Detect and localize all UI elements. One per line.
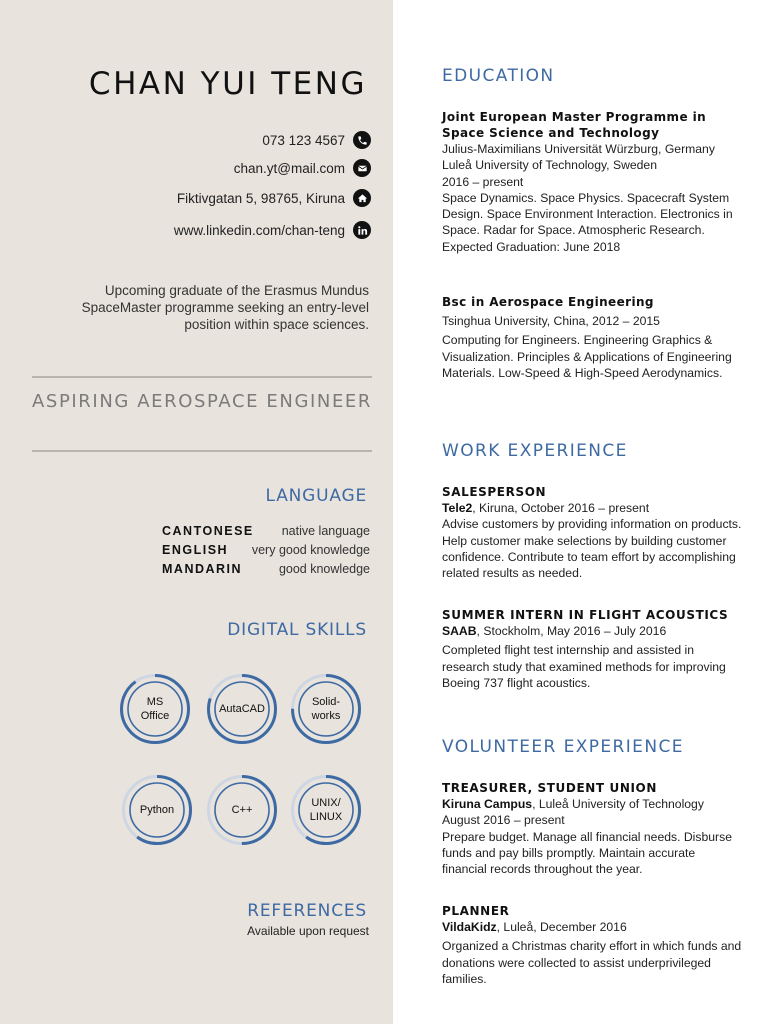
email-text[interactable]: chan.yt@mail.com: [233, 160, 345, 176]
volunteer-heading: VOLUNTEER EXPERIENCE: [442, 737, 684, 757]
volunteer-description: Prepare budget. Manage all financial needs. Disburse funds and pay bills promptly. Maintain accurate financial records throughout the year.: [442, 829, 732, 877]
work-title: SUMMER INTERN IN FLIGHT ACOUSTICS: [442, 608, 729, 622]
volunteer-org: VildaKidz: [442, 920, 497, 934]
skill-badge: [121, 774, 193, 846]
volunteer-title: TREASURER, STUDENT UNION: [442, 781, 657, 795]
language-name: MANDARIN: [162, 562, 243, 576]
education-title: Joint European Master Programme in Space Science and Technology: [442, 110, 707, 140]
volunteer-entry: [442, 903, 742, 987]
education-heading: EDUCATION: [442, 66, 555, 86]
skill-label: C++: [231, 804, 253, 816]
language-item: [162, 543, 370, 557]
skill-badge: [290, 673, 362, 745]
profile-summary: Upcoming graduate of the Erasmus Mundus SpaceMaster programme seeking an entry-level position within space sciences.: [81, 283, 369, 332]
work-entry: [442, 607, 742, 691]
language-item: [162, 524, 370, 538]
skill-label: AutaCAD: [219, 703, 265, 715]
work-description: Completed flight test internship and assisted in research study that examined methods for improving Boeing 737 flight acoustics.: [442, 643, 726, 690]
references-note: Available upon request: [247, 924, 369, 938]
volunteer-org: Kiruna Campus: [442, 797, 533, 811]
education-title: Bsc in Aerospace Engineering: [442, 295, 654, 309]
linkedin-icon: [353, 221, 371, 239]
language-name: CANTONESE: [162, 524, 254, 538]
mail-icon: [353, 159, 371, 177]
work-detail: , Stockholm, May 2016 – July 2016: [476, 624, 667, 638]
contact-address: [71, 189, 371, 207]
phone-text: 073 123 4567: [262, 132, 345, 148]
linkedin-text[interactable]: www.linkedin.com/chan-teng: [173, 222, 345, 238]
volunteer-detail: , Luleå, December 2016: [496, 920, 627, 934]
skill-label: Solid-works: [311, 696, 341, 722]
volunteer-detail: , Luleå University of Technology: [532, 797, 704, 811]
skill-badge: [290, 774, 362, 846]
home-icon: [353, 189, 371, 207]
volunteer-title: PLANNER: [442, 904, 510, 918]
education-entry: [442, 294, 742, 381]
work-org: SAAB: [442, 624, 477, 638]
education-institution: Tsinghua University, China, 2012 – 2015: [442, 314, 660, 328]
skill-label: Python: [139, 804, 175, 816]
digital-skills-heading: DIGITAL SKILLS: [227, 620, 367, 640]
skill-badge: [119, 673, 191, 745]
education-institution: Julius-Maximilians Universität Würzburg, Germany: [442, 142, 715, 156]
work-heading: WORK EXPERIENCE: [442, 441, 628, 461]
education-institution: Luleå University of Technology, Sweden: [442, 158, 657, 173]
volunteer-description: Organized a Christmas charity effort in which funds and donations were collected to assist underprivileged families.: [442, 939, 742, 986]
work-org: Tele2: [442, 501, 473, 515]
divider-bottom: [32, 450, 372, 452]
education-entry: [442, 109, 742, 255]
education-courses: Space Dynamics. Space Physics. Spacecraft System Design. Space Environment Interaction. Electronics in Space. Radar for Space. Atmospheric Research.: [442, 190, 733, 238]
skill-label: MS Office: [140, 696, 170, 722]
contact-phone: [71, 131, 371, 149]
skill-label: UNIX/ LINUX: [309, 797, 343, 823]
language-level: good knowledge: [278, 562, 370, 576]
language-level: very good knowledge: [251, 543, 370, 557]
contact-email: [71, 159, 371, 177]
contact-linkedin: [71, 221, 371, 239]
education-graduation: Expected Graduation: June 2018: [442, 239, 621, 254]
candidate-name: CHAN YUI TENG: [88, 66, 367, 102]
tagline: ASPIRING AEROSPACE ENGINEER: [32, 391, 373, 412]
phone-icon: [353, 131, 371, 149]
work-title: SALESPERSON: [442, 485, 547, 499]
education-dates: 2016 – present: [442, 174, 524, 189]
volunteer-entry: [442, 780, 742, 877]
address-text: Fiktivgatan 5, 98765, Kiruna: [176, 190, 345, 206]
language-level: native language: [281, 524, 370, 538]
references-heading: REFERENCES: [247, 901, 367, 921]
divider-top: [32, 376, 372, 378]
language-item: [162, 562, 370, 576]
work-detail: , Kiruna, October 2016 – present: [472, 501, 650, 515]
education-courses: Computing for Engineers. Engineering Graphics & Visualization. Principles & Applications of Engineering Materials. Low-Speed & High-Speed Aerodynamics.: [442, 333, 732, 380]
work-description: Advise customers by providing information on products. Help customer make selections by building customer confidence. Contribute to team effort by accomplishing related results as needed.: [442, 517, 742, 581]
volunteer-dates: August 2016 – present: [442, 813, 565, 828]
work-entry: [442, 484, 742, 581]
language-heading: LANGUAGE: [265, 486, 367, 506]
language-name: ENGLISH: [162, 543, 229, 557]
skill-badge: [206, 774, 278, 846]
skill-badge: [206, 673, 278, 745]
